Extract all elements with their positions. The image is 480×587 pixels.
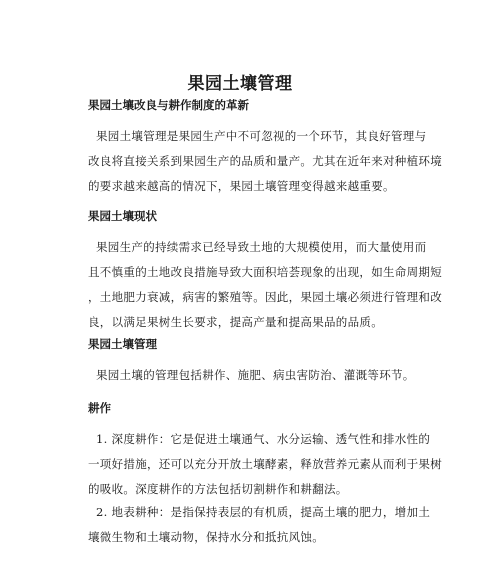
paragraph-line: 果园土壤的管理包括耕作、施肥、病虫害防治、灌溉等环节。 [96,368,415,382]
paragraph-surface-tillage [88,500,431,550]
paragraph-soil-management [88,363,415,388]
paragraph-line: 且不慎重的土地改良措施导致大面积培荟现象的出现，如生命周期短 [88,265,442,279]
paragraph-line: 的吸收。深度耕作的方法包括切割耕作和耕翻法。 [88,482,348,496]
section-heading-tillage: 耕作 [88,401,111,415]
paragraph-line: 1. 深度耕作：它是促进土壤通气、水分运输、透气性和排水性的 [96,432,431,446]
paragraph-line: ，土地肥力衰减，病害的繁殖等。因此，果园土壤必须进行管理和改 [88,290,442,304]
paragraph-line: 果园土壤管理是果园生产中不可忽视的一个环节，其良好管理与 [96,129,427,143]
paragraph-soil-status [88,235,442,335]
paragraph-line: 2. 地表耕种：是指保持表层的有机质，提高土壤的肥力，增加土 [96,505,431,519]
paragraph-line: 的要求越来越高的情况下，果园土壤管理变得越来越重要。 [88,179,395,193]
section-heading-soil-management: 果园土壤管理 [88,337,157,351]
paragraph-line: 壤微生物和土壤动物，保持水分和抵抗风蚀。 [88,530,324,544]
paragraph-line: 良，以满足果树生长要求，提高产量和提高果品的品质。 [88,315,383,329]
section-heading-soil-improvement: 果园土壤改良与耕作制度的革新 [88,98,249,112]
document-title: 果园土壤管理 [187,74,293,94]
paragraph-line: 果园生产的持续需求已经导致土地的大规模使用，而大量使用而 [96,240,427,254]
section-heading-soil-status: 果园土壤现状 [88,209,157,223]
paragraph-deep-tillage [88,427,442,502]
paragraph-soil-management-intro [88,124,442,199]
paragraph-line: 改良将直接关系到果园生产的品质和量产。尤其在近年来对种植环境 [88,154,442,168]
paragraph-line: 一项好措施，还可以充分开放土壤酵素，释放营养元素从而利于果树 [88,457,442,471]
